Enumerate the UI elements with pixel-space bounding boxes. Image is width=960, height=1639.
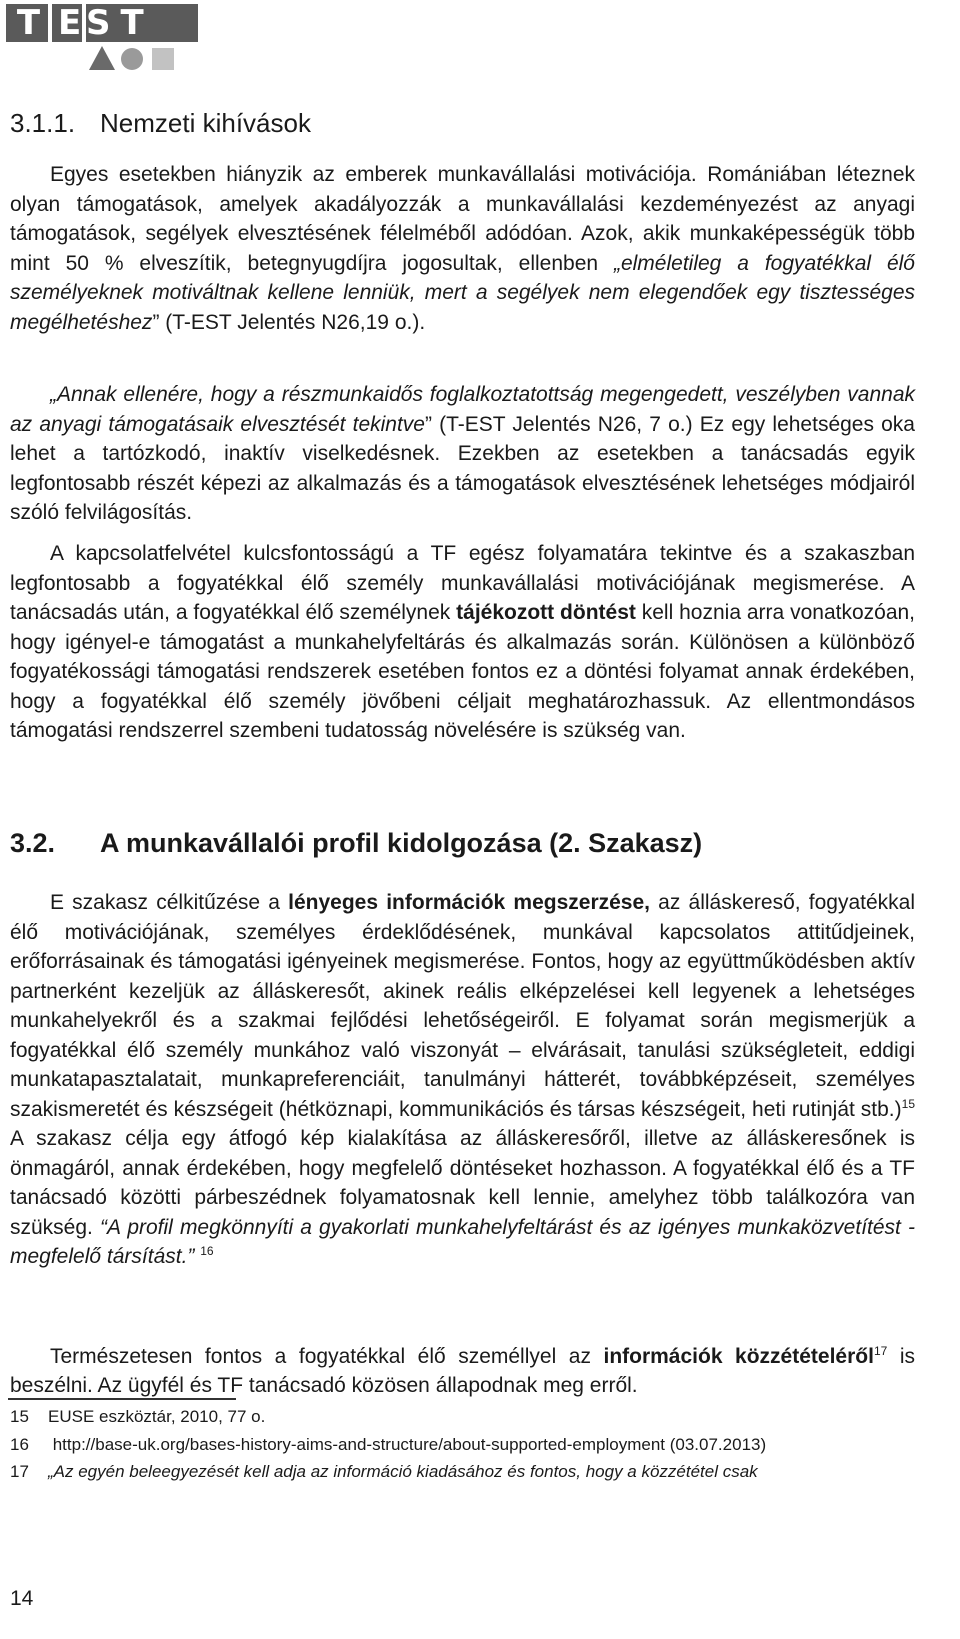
footnote-number: 16 — [10, 1435, 29, 1454]
paragraph-3 — [10, 539, 915, 746]
paragraph-5 — [10, 1342, 915, 1400]
triangle-icon — [89, 46, 115, 70]
paragraph-1 — [10, 160, 915, 337]
logo-separator — [48, 4, 52, 42]
paragraph-4 — [10, 888, 915, 1272]
circle-icon — [121, 48, 143, 70]
section-title: Nemzeti kihívások — [100, 108, 311, 138]
paragraph-text: A kapcsolatfelvétel kulcsfontosságú a TF egész folyamatára tekintve és a szakaszban legfontosabb a fogyatékkal élő személy munkavállalási motivációjának megismerése. A tanácsadás után, a fogyatékkal élő személynek — [10, 542, 915, 624]
paragraph-bold: tájékozott döntést — [456, 601, 636, 624]
paragraph-bold: információk közzétételéről — [603, 1345, 874, 1368]
paragraph-text: E szakasz célkitűzése a — [50, 891, 289, 914]
paragraph-text: ” (T-EST Jelentés N26,19 o.). — [152, 310, 426, 334]
footnote-text: „Az egyén beleegyezését kell adja az információ kiadásához és fontos, hogy a közzététel csak — [48, 1462, 758, 1481]
footnote-16 — [10, 1434, 766, 1456]
footnote-15 — [10, 1406, 265, 1428]
paragraph-text: ” (T-EST Jelentés N26, 7 o.) Ez egy lehetséges oka lehet a tartózkodó, inaktív viselkedésnek. Ezekben az esetekben a tanácsadás egyik legfontosabb részét képezi az alkalmazás és a támogatások elvesztésének lehetséges módjairól szóló felvilágosítás. — [10, 412, 915, 524]
footnote-text: EUSE eszköztár, 2010, 77 o. — [48, 1407, 266, 1426]
page-number: 14 — [10, 1587, 34, 1610]
paragraph-bold: lényeges információk megszerzése, — [288, 891, 650, 914]
paragraph-text: Egyes esetekben hiányzik az emberek munkavállalási motivációja. Romániában léteznek olyan támogatások, amelyek akadályozzák a munkavállalási kezdeményezést az anyagi támogatások, segélyek elvesztésének félelméből adódóan. Azok, akik munkaképességük több mint 50 % elveszítik, betegnyugdíjra jogosultak, ellenben — [10, 163, 915, 275]
logo-shapes — [6, 42, 206, 74]
footnote-17 — [10, 1461, 758, 1483]
logo-band — [6, 4, 198, 42]
section-title: A munkavállalói profil kidolgozása (2. Szakasz) — [100, 828, 703, 858]
logo-letter-t: T — [16, 3, 42, 43]
paragraph-quote: „Annak ellenére, hogy a részmunkaidős foglalkoztatottság megengedett, veszélyben vannak az anyagi támogatásaik elvesztését tekintve — [10, 383, 915, 436]
paragraph-2 — [10, 380, 915, 528]
paragraph-quote: “A profil megkönnyíti a gyakorlati munkahelyfeltárást és az igényes munkaközvetítést - megfelelő társítást.” — [10, 1215, 915, 1268]
footnote-number: 15 — [10, 1407, 29, 1426]
section-number: 3.1.1. — [10, 108, 76, 138]
paragraph-quote: „elméletileg a fogyatékkal élő személyeknek motiváltnak kellene lenniük, mert a segélyek nem elegendőek egy tisztességes megélhetéshez — [10, 251, 915, 334]
paragraph-text: kell hoznia arra vonatkozóan, hogy igényel-e támogatást a munkahelyfeltárás és alkalmazás során. Különösen a különböző fogyatékossági támogatási rendszerek esetében fontos ez a döntési folyamat annak érdekében, hogy a fogyatékkal élő személy jövőbeni céljait meghatározhassuk. Az ellentmondásos támogatási rendszerrel szembeni tudatosság növelésére is szükség van. — [10, 601, 916, 742]
logo-letter-e: E — [58, 3, 83, 43]
footnote-number: 17 — [10, 1462, 29, 1481]
paragraph-text: is beszélni. Az ügyfél és TF tanácsadó közösen állapodnak meg erről. — [10, 1345, 915, 1397]
paragraph-text: az álláskereső, fogyatékkal élő motivációjának, személyes érdeklődésének, munkával kapcsolatos attitűdjeinek, erőforrásainak és támogatási igényeinek megismerése. Fontos, hogy az együttműködésben aktív partnerként kezeljük az álláskeresőt, akinek reális elképzelései kell legyenek a lehetséges munkahelyekről és a szakmai fejlődési lehetőségeiről. E folyamat során megismerjük a fogyatékkal élő személy munkához való viszonyát – elvárásait, tanulási szükségleteit, eddigi munkatapasztalatait, munkapreferenciáit, tanulmányi hátterét, továbbképzéseit, személyes szakismeretét és készségeit (hétköznapi, kommunikációs és társas készségeit, heti rutinját stb.) — [10, 891, 915, 1121]
footnote-divider — [8, 1398, 236, 1400]
logo-letters-st: ST — [86, 3, 154, 43]
paragraph-text: A szakasz célja egy átfogó kép kialakítása az álláskeresőről, illetve az álláskeresőnek is önmagáról, annak érdekében, hogy megfelelő döntéseket hozhasson. A fogyatékkal élő és a TF tanácsadó közötti párbeszédnek folyamatosnak kell lennie, amelyhez több találkozóra van szükség. — [10, 1127, 915, 1239]
footnote-ref-15[interactable]: 15 — [901, 1096, 915, 1111]
section-number: 3.2. — [10, 828, 56, 858]
t-est-logo — [6, 4, 206, 74]
footnote-ref-17[interactable]: 17 — [873, 1344, 888, 1358]
paragraph-text: Természetesen fontos a fogyatékkal élő személlyel az — [50, 1345, 604, 1368]
footnote-link[interactable]: http://base-uk.org/bases-history-aims-and-structure/about-supported-employment (03.07.2013) — [48, 1435, 767, 1454]
square-icon — [152, 48, 174, 70]
footnote-ref-16[interactable]: 16 — [200, 1244, 214, 1258]
